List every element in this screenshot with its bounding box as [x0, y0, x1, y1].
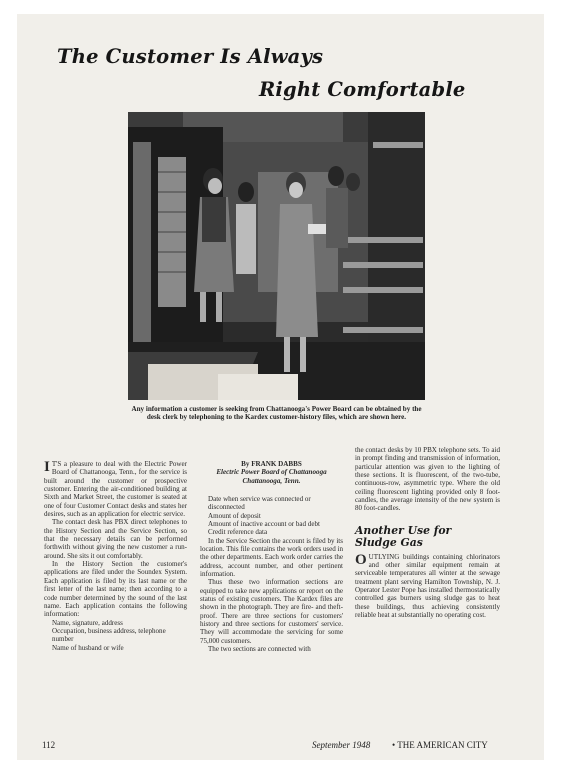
list-item: Occupation, business address, telephone number	[52, 626, 166, 644]
middle-column	[200, 460, 343, 653]
left-column	[44, 460, 187, 652]
section-heading	[355, 525, 500, 550]
byline: By FRANK DABBS	[241, 460, 302, 468]
section-heading-line-2: Sludge Gas	[355, 536, 423, 550]
right-column	[355, 446, 500, 620]
paragraph: the contact desks by 10 PBX telephone sets. To aid in prompt finding and transmission of information, particular attention was given to the lighting of these sections. It is fluorescent, of the two-tube, continuous-row, asymmetric type. Where the old ceiling fluorescent lighting provided only 8 foot-candles, the average intensity of the new system is 80 foot-candles.	[355, 446, 500, 513]
list-item: Amount of deposit	[208, 511, 261, 520]
page-number: 112	[42, 740, 56, 750]
title-line-1: The Customer Is Always	[57, 45, 324, 68]
dropcap-o: O	[355, 551, 367, 568]
paragraph: Thus these two information sections are equipped to take new applications or report on the status of existing customers. The Kardex files are shown in the photograph. They are fire- and theft-proof. There are three sections for customers' history and three sections for customers' service. They will accommodate the servicing for some 75,000 customers.	[200, 578, 343, 645]
section-heading-line-1: Another Use for	[355, 523, 452, 537]
list-item: Amount of inactive account or bad debt	[208, 519, 320, 528]
author-affiliation: Electric Power Board of Chattanooga	[216, 468, 327, 477]
list-item: Name, signature, address	[52, 618, 123, 627]
paragraph: In the Service Section the account is filed by its location. This file contains the work orders used in the other departments. Each work order carries the address, account number, and other pertinent information.	[200, 536, 343, 578]
title-line-2: Right Comfortable	[259, 78, 466, 101]
separator-bullet: •	[392, 740, 396, 750]
paragraph: UTLYING buildings containing chlorinators and other similar equipment remain at serviceable temperatures all winter at the sewage treatment plant serving Hamilton Township, N. J. Operator Lester Pope has installed thermostatically controlled gas burners using sludge gas to heat these buildings, thus achieving consistently reliable heat at substantially no operating cost.	[355, 552, 500, 620]
photo-caption: Any information a customer is seeking from Chattanooga's Power Board can be obtained by the desk clerk by telephoning to the Kardex customer-history files, which are shown here.	[131, 405, 422, 422]
dropcap-i: I	[44, 459, 50, 475]
issue-date: September 1948	[312, 740, 371, 750]
paragraph: The contact desk has PBX direct telephones to the History Section and the Service Section, so that the necessary details can be performed forthwith without giving the new customer a run-around. She sits it out comfortably.	[44, 518, 187, 560]
paragraph: T'S a pleasure to deal with the Electric Power Board of Chattanooga, Tenn., for the service is built around the customer or prospective customer. Entering the air-conditioned building at Sixth and Market Street, the customer is seated at one of four Customer Contact desks and states her desires, such as an application for electric service.	[44, 460, 187, 519]
author-location: Chattanooga, Tenn.	[242, 476, 301, 485]
kardex-files-photo	[128, 112, 425, 400]
paragraph: The two sections are connected with	[208, 645, 311, 654]
magazine-title: THE AMERICAN CITY	[397, 740, 488, 750]
magazine-name	[392, 740, 488, 750]
paragraph: In the History Section the customer's applications are filed under the Soundex System. Each application is filed by its last name or the first letter of the last name; then according to a code number determined by the sound of the last name. Each application contains the following information:	[44, 560, 187, 619]
list-item: Name of husband or wife	[52, 643, 124, 652]
list-item: Date when service was connected or disconnected	[208, 494, 311, 512]
list-item: Credit reference data	[208, 528, 268, 537]
